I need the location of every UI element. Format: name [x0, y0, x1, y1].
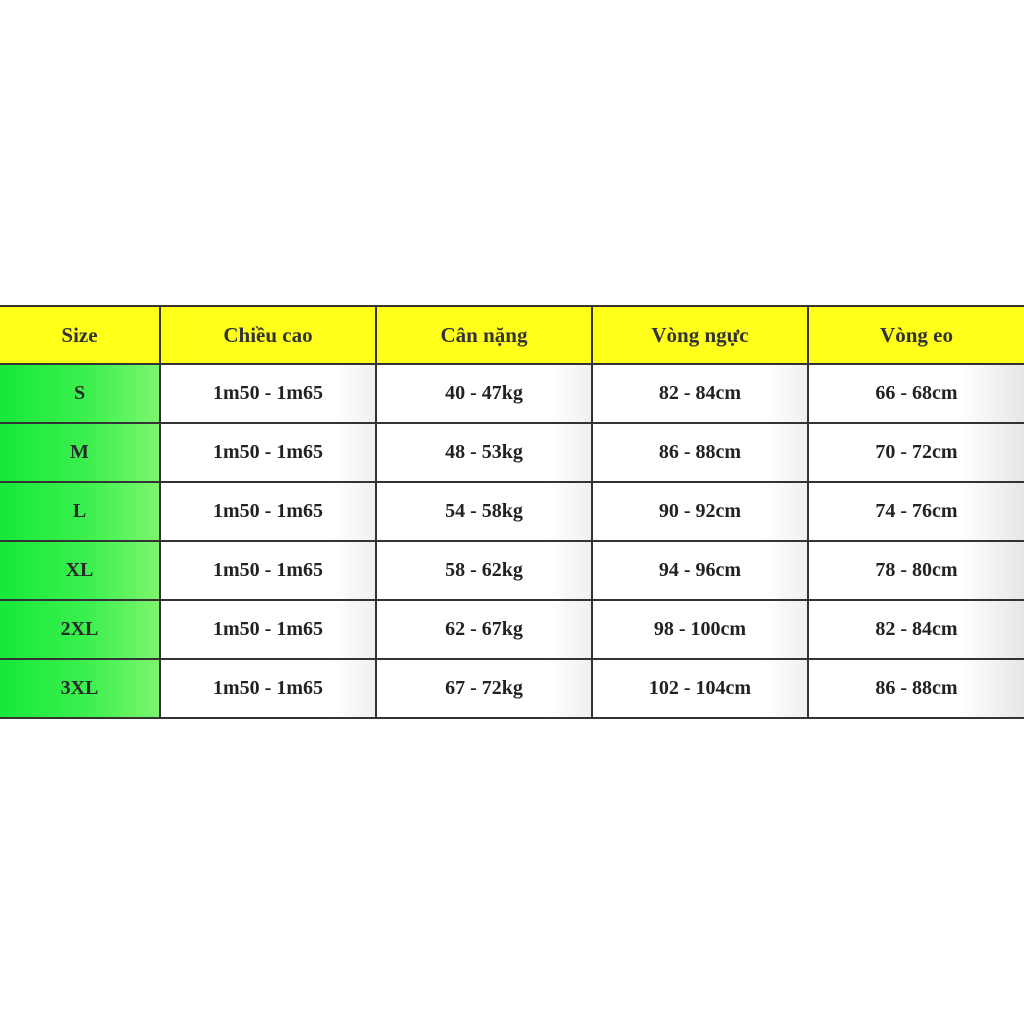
chest-cell: 98 - 100cm	[592, 600, 808, 659]
weight-cell: 48 - 53kg	[376, 423, 592, 482]
size-cell: 3XL	[0, 659, 160, 718]
table-row	[0, 659, 1024, 718]
header-waist: Vòng eo	[808, 306, 1024, 364]
header-weight: Cân nặng	[376, 306, 592, 364]
height-cell: 1m50 - 1m65	[160, 423, 376, 482]
size-cell: L	[0, 482, 160, 541]
chest-cell: 90 - 92cm	[592, 482, 808, 541]
chest-cell: 82 - 84cm	[592, 364, 808, 423]
header-size: Size	[0, 306, 160, 364]
size-chart-table	[0, 305, 1024, 719]
table-row	[0, 364, 1024, 423]
height-cell: 1m50 - 1m65	[160, 600, 376, 659]
size-cell: S	[0, 364, 160, 423]
weight-cell: 40 - 47kg	[376, 364, 592, 423]
waist-cell: 70 - 72cm	[808, 423, 1024, 482]
weight-cell: 58 - 62kg	[376, 541, 592, 600]
chest-cell: 86 - 88cm	[592, 423, 808, 482]
waist-cell: 74 - 76cm	[808, 482, 1024, 541]
table-header-row	[0, 306, 1024, 364]
size-cell: M	[0, 423, 160, 482]
height-cell: 1m50 - 1m65	[160, 364, 376, 423]
chest-cell: 94 - 96cm	[592, 541, 808, 600]
height-cell: 1m50 - 1m65	[160, 541, 376, 600]
waist-cell: 82 - 84cm	[808, 600, 1024, 659]
header-height: Chiều cao	[160, 306, 376, 364]
table-row	[0, 482, 1024, 541]
table-row	[0, 541, 1024, 600]
waist-cell: 86 - 88cm	[808, 659, 1024, 718]
header-chest: Vòng ngực	[592, 306, 808, 364]
size-cell: XL	[0, 541, 160, 600]
weight-cell: 54 - 58kg	[376, 482, 592, 541]
height-cell: 1m50 - 1m65	[160, 482, 376, 541]
height-cell: 1m50 - 1m65	[160, 659, 376, 718]
waist-cell: 66 - 68cm	[808, 364, 1024, 423]
weight-cell: 67 - 72kg	[376, 659, 592, 718]
table-row	[0, 423, 1024, 482]
size-cell: 2XL	[0, 600, 160, 659]
weight-cell: 62 - 67kg	[376, 600, 592, 659]
waist-cell: 78 - 80cm	[808, 541, 1024, 600]
chest-cell: 102 - 104cm	[592, 659, 808, 718]
table-row	[0, 600, 1024, 659]
